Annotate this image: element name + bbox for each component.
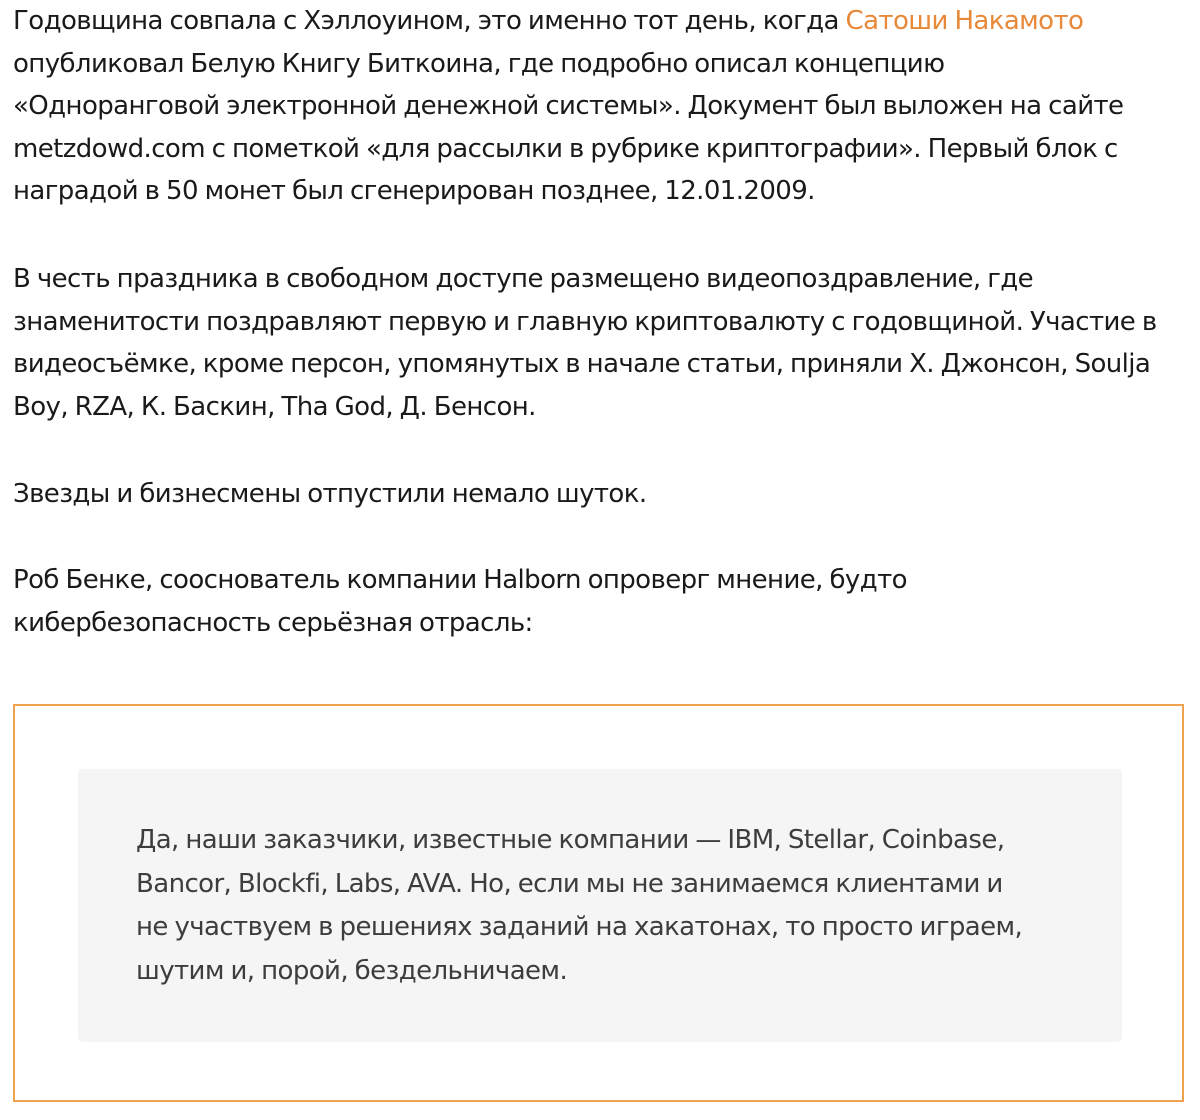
- satoshi-nakamoto-link[interactable]: Сатоши Накамото: [845, 6, 1084, 36]
- paragraph-line: Роб Бенке, сооснователь компании Halborn опроверг мнение, будто: [13, 565, 907, 595]
- paragraph-line: Звезды и бизнесмены отпустили немало шуток.: [13, 479, 647, 509]
- blockquote: [78, 769, 1122, 1042]
- paragraph-rob-behnke: [13, 559, 907, 644]
- paragraph-line: видеосъёмке, кроме персон, упомянутых в начале статьи, приняли Х. Джонсон, Soulja: [13, 349, 1151, 379]
- quote-frame: [13, 704, 1184, 1102]
- paragraph-jokes: [13, 473, 646, 516]
- paragraph-line: metzdowd.com с пометкой «для рассылки в рубрике криптографии». Первый блок с: [13, 133, 1118, 164]
- quote-line: не участвуем в решениях заданий на хакатонах, то просто играем,: [136, 912, 1023, 942]
- paragraph-line: «Одноранговой электронной денежной системы». Документ был выложен на сайте: [13, 91, 1124, 121]
- paragraph-line: В честь праздника в свободном доступе размещено видеопоздравление, где: [13, 264, 1034, 294]
- quote-text: [136, 819, 1022, 993]
- paragraph-line: наградой в 50 монет был сгенерирован позднее, 12.01.2009.: [13, 176, 815, 206]
- paragraph-line: опубликовал Белую Книгу Биткоина, где подробно описал концепцию: [13, 48, 945, 79]
- paragraph-line: кибербезопасность серьёзная отрасль:: [13, 607, 533, 638]
- quote-line: Да, наши заказчики, известные компании — IBM, Stellar, Coinbase,: [136, 825, 1005, 855]
- paragraph-line: [13, 0, 1123, 43]
- quote-line: Bancor, Blockfi, Labs, AVA. Но, если мы не занимаемся клиентами и: [136, 868, 1003, 899]
- paragraph-line: Boy, RZA, К. Баскин, Tha God, Д. Бенсон.: [13, 391, 536, 422]
- paragraph-line: знаменитости поздравляют первую и главную криптовалюту с годовщиной. Участие в: [13, 306, 1157, 337]
- paragraph-video-greeting: [13, 258, 1157, 428]
- quote-line: шутим и, порой, бездельничаем.: [136, 955, 568, 986]
- paragraph-anniversary: [13, 0, 1123, 213]
- paragraph-text: Годовщина совпала с Хэллоуином, это именно тот день, когда: [13, 6, 846, 36]
